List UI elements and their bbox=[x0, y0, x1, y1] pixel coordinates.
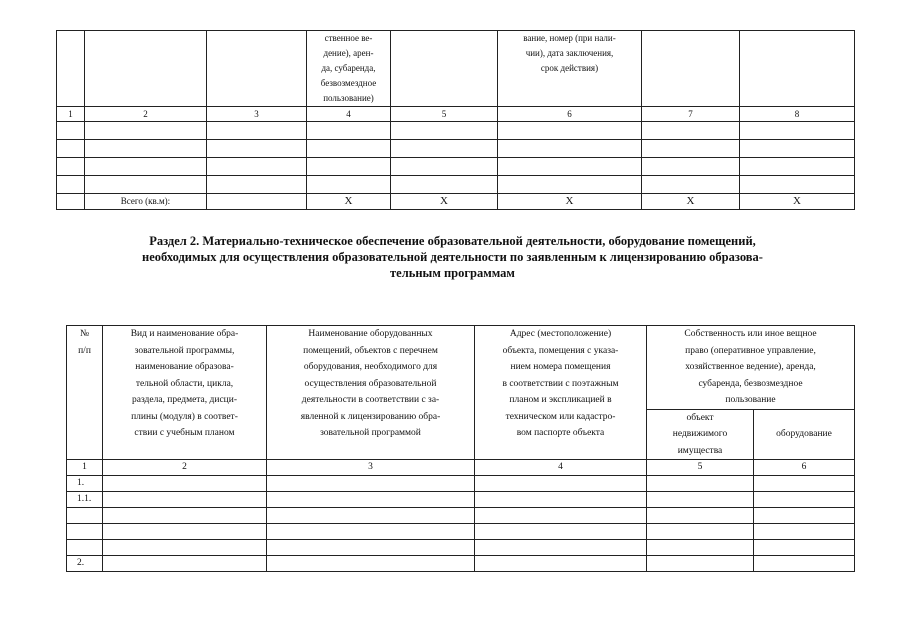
row-label bbox=[67, 540, 103, 556]
row-label bbox=[67, 508, 103, 524]
column-number: 6 bbox=[498, 107, 642, 122]
header-address: Адрес (местоположение) объекта, помещения с указа- нием номера помещения в соответствии с поэтажным планом и экспликацией в техническом или кадастро- вом паспорте объекта bbox=[475, 326, 647, 460]
table-row bbox=[67, 476, 855, 492]
table1-header-cell bbox=[57, 31, 85, 107]
rooms-table bbox=[56, 30, 855, 210]
table1-header-cell bbox=[740, 31, 855, 107]
table2-header-row bbox=[67, 326, 855, 410]
x-mark: X bbox=[740, 194, 855, 210]
column-number: 4 bbox=[475, 460, 647, 476]
table-row bbox=[57, 122, 855, 140]
table1-header-col6: вание, номер (при нали- чии), дата заключения, срок действия) bbox=[498, 31, 642, 107]
table1-header-cell bbox=[391, 31, 498, 107]
total-label: Всего (кв.м): bbox=[85, 194, 207, 210]
header-ownership: Собственность или иное вещное право (оперативное управление, хозяйственное ведение), аренда, субаренда, безвозмездное пользование bbox=[647, 326, 855, 410]
table1-header-cell bbox=[207, 31, 307, 107]
table1-header-cell bbox=[642, 31, 740, 107]
header-equipment: оборудование bbox=[754, 409, 855, 460]
column-number: 4 bbox=[307, 107, 391, 122]
table1-header-col4: ственное ве- дение), арен- да, субаренда, безвозмездное пользование) bbox=[307, 31, 391, 107]
table1-header-cell bbox=[85, 31, 207, 107]
table1-column-numbers bbox=[57, 107, 855, 122]
column-number: 3 bbox=[267, 460, 475, 476]
table2-column-numbers bbox=[67, 460, 855, 476]
x-mark: X bbox=[642, 194, 740, 210]
column-number: 2 bbox=[103, 460, 267, 476]
table-row bbox=[67, 540, 855, 556]
column-number: 1 bbox=[57, 107, 85, 122]
table-row bbox=[67, 492, 855, 508]
table-row bbox=[67, 556, 855, 572]
header-program: Вид и наименование обра- зовательной программы, наименование образова- тельной области, цикла, раздела, предмета, дисци- плины (модуля) в соответ- ствии с учебным планом bbox=[103, 326, 267, 460]
column-number: 3 bbox=[207, 107, 307, 122]
row-label: 2. bbox=[67, 556, 103, 572]
column-number: 6 bbox=[754, 460, 855, 476]
table-row bbox=[57, 140, 855, 158]
x-mark: X bbox=[391, 194, 498, 210]
column-number: 8 bbox=[740, 107, 855, 122]
row-label: 1. bbox=[67, 476, 103, 492]
section-title: Раздел 2. Материально-техническое обеспечение образовательной деятельности, оборудование помещений, необходимых для осуществления образовательной деятельности по заявленным к лицензированию образова- тельным программам bbox=[142, 234, 763, 280]
table1-total-row bbox=[57, 194, 855, 210]
table-row bbox=[67, 508, 855, 524]
table1-header-row bbox=[57, 31, 855, 107]
column-number: 1 bbox=[67, 460, 103, 476]
equipment-table bbox=[66, 325, 855, 572]
x-mark: X bbox=[307, 194, 391, 210]
table-row bbox=[67, 524, 855, 540]
column-number: 2 bbox=[85, 107, 207, 122]
header-number: № п/п bbox=[67, 326, 103, 460]
table-row bbox=[57, 176, 855, 194]
header-real-estate: объект недвижимого имущества bbox=[647, 409, 754, 460]
column-number: 5 bbox=[391, 107, 498, 122]
header-premises: Наименование оборудованных помещений, объектов с перечнем оборудования, необходимого для осуществления образовательной деятельности в соответствии с за- явленной к лицензированию обра- зовательной программой bbox=[267, 326, 475, 460]
row-label: 1.1. bbox=[67, 492, 103, 508]
table-row bbox=[57, 158, 855, 176]
column-number: 7 bbox=[642, 107, 740, 122]
x-mark: X bbox=[498, 194, 642, 210]
column-number: 5 bbox=[647, 460, 754, 476]
row-label bbox=[67, 524, 103, 540]
